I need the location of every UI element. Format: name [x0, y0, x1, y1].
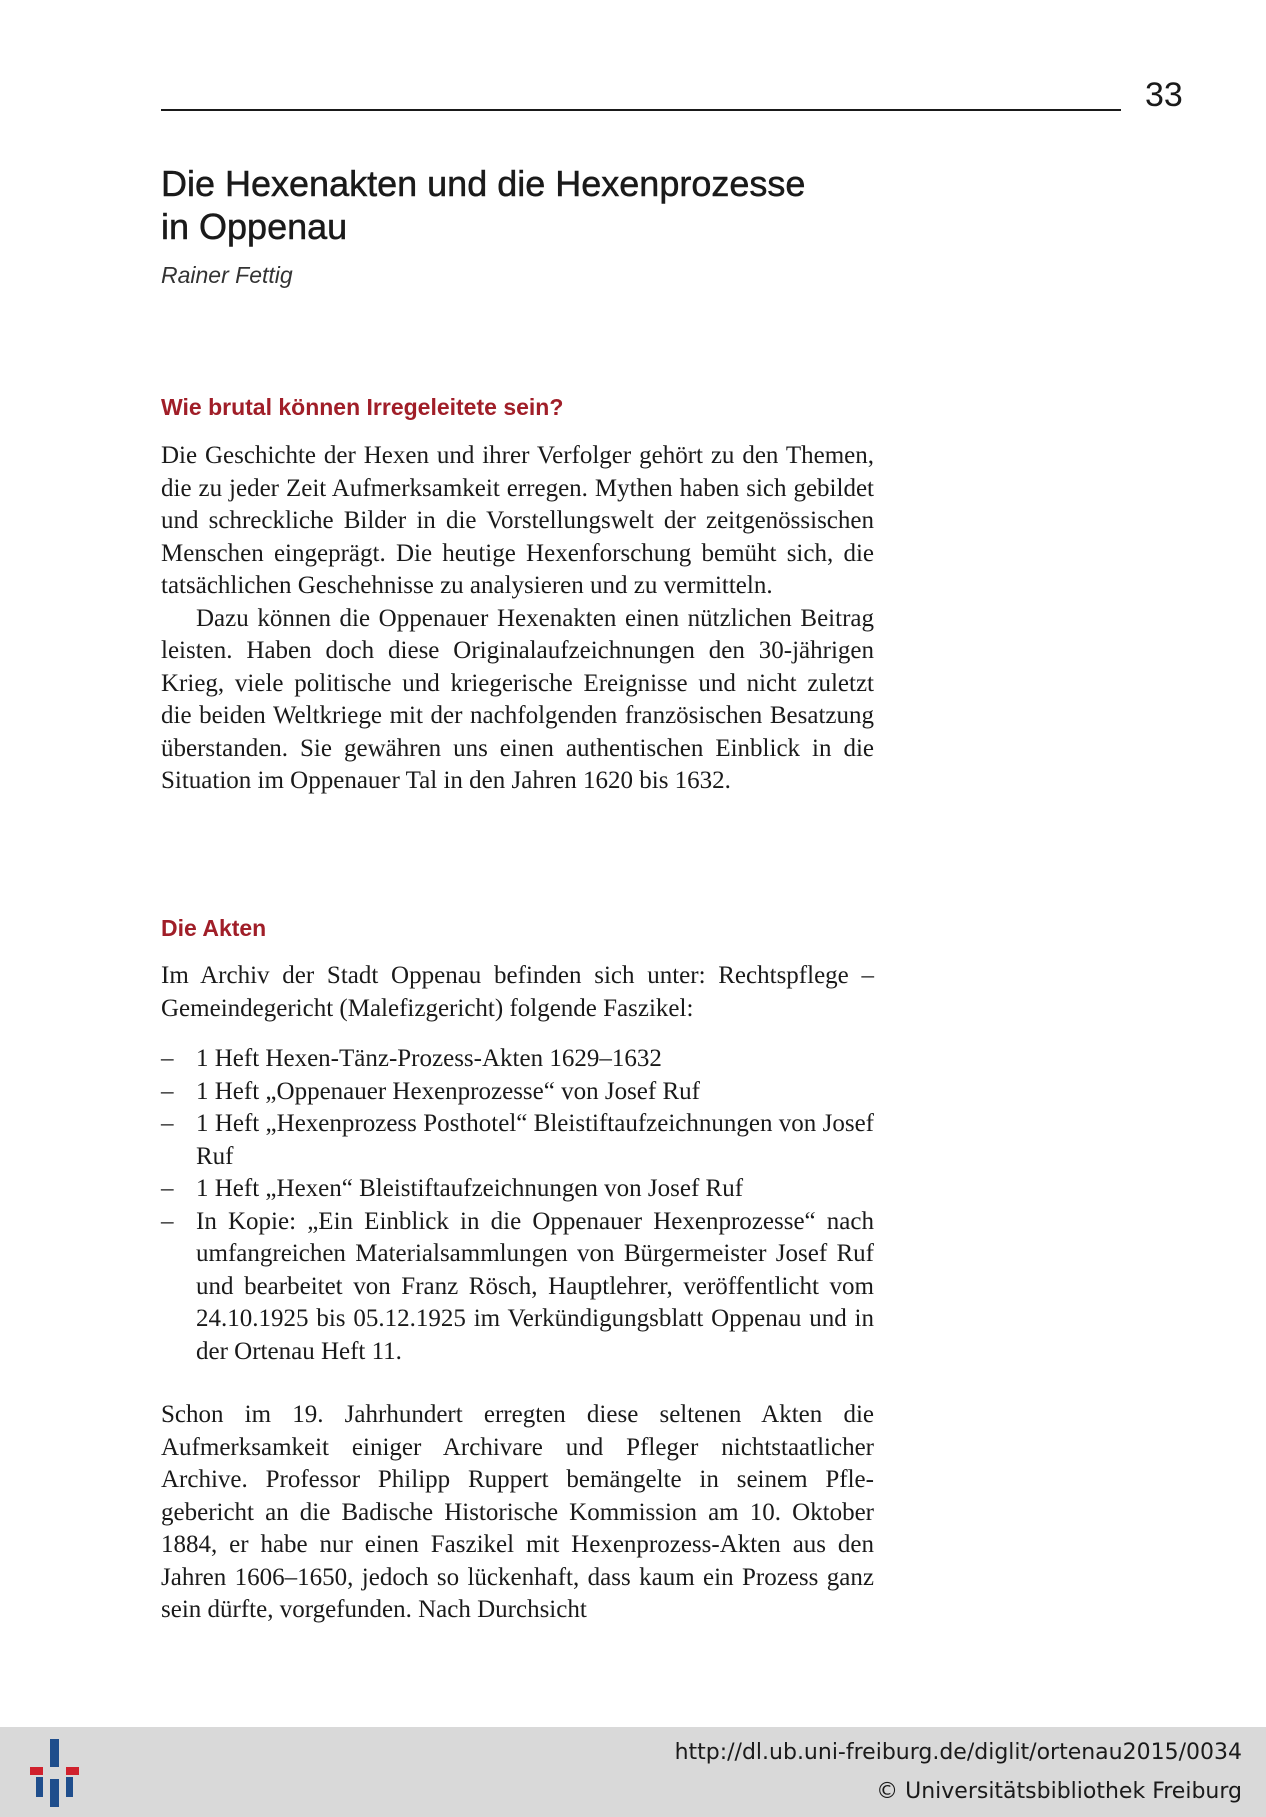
- footer-copyright: © Universitätsbibliothek Freiburg: [876, 1779, 1242, 1804]
- list-item-text: 1 Heft „Hexen“ Bleistiftaufzeichnungen von Josef Ruf: [196, 1175, 744, 1202]
- list-item-text: 1 Heft „Hexenprozess Posthotel“ Bleistiftaufzeichnungen von Josef Ruf: [196, 1110, 874, 1170]
- article-title-line-1: Die Hexenakten und die Hexenprozesse: [161, 163, 806, 204]
- list-dash: –: [161, 1175, 174, 1202]
- list-item: [161, 1108, 874, 1173]
- section-2-intro-paragraph: Im Archiv der Stadt Oppenau befinden sich unter: Rechtspflege – Gemeindegericht (Malefizgericht) folgende Faszikel:: [161, 962, 874, 1022]
- list-item: [161, 1043, 874, 1076]
- page-number: 33: [1145, 76, 1183, 114]
- section-heading-brutal: Wie brutal können Irregeleitete sein?: [161, 394, 564, 420]
- list-dash: –: [161, 1045, 174, 1072]
- list-item: [161, 1206, 874, 1369]
- section-1-body: [161, 440, 874, 798]
- article-author: Rainer Fettig: [161, 262, 293, 288]
- section-heading-akten: Die Akten: [161, 915, 267, 941]
- list-item: [161, 1076, 874, 1109]
- list-item-text: 1 Heft „Oppenauer Hexenprozesse“ von Josef Ruf: [196, 1077, 700, 1105]
- article-title: [161, 162, 921, 248]
- fascicle-list: [161, 1043, 874, 1368]
- article-title-line-2: in Oppenau: [161, 206, 348, 247]
- section-2-body: [161, 1399, 874, 1627]
- section-2-intro: [161, 960, 874, 1025]
- list-dash: –: [161, 1207, 174, 1235]
- section-1-paragraph-1: Die Geschichte der Hexen und ihrer Verfolger gehört zu den Themen, die zu jeder Zeit Aufmerksamkeit erregen. Mythen haben sich gebildet und schreckliche Bilder in die Vorstellungswelt der zeitgenössischen Menschen eingeprägt. Die heutige Hexenforschung bemüht sich, die tatsächlichen Geschehnisse zu analysieren und zu vermitteln.: [161, 442, 874, 599]
- list-item-text: In Kopie: „Ein Einblick in die Oppenauer Hexenprozesse“ nach umfangreichen Materialsammlungen von Bürgermeister Josef Ruf und bearbeitet von Franz Rösch, Hauptlehrer, veröffentlicht vom 24.10.1925 bis 05.12.1925 im Verkündigungsblatt Oppenau und in der Ortenau Heft 11.: [196, 1207, 874, 1365]
- list-item-text: 1 Heft Hexen-Tänz-Prozess-Akten 1629–1632: [196, 1045, 662, 1072]
- list-item: [161, 1173, 874, 1206]
- university-library-logo-icon: [30, 1737, 80, 1809]
- section-2-paragraph: Schon im 19. Jahrhundert erregten diese seltenen Akten die Aufmerksamkeit einiger Archivare und Pfleger nichtstaatlicher Archive. Professor Philipp Ruppert bemängelte in seinem Pflegebericht an die Badische Historische Kommission am 10. Oktober 1884, er habe nur einen Faszikel mit Hexenprozess-Akten aus den Jahren 1606–1650, jedoch so lückenhaft, dass kaum ein Prozess ganz sein dürfte, vorgefunden. Nach Durchsicht: [161, 1401, 874, 1623]
- section-1-paragraph-2: Dazu können die Oppenauer Hexenakten einen nützlichen Beitrag leisten. Haben doch diese Originalaufzeichnungen den 30-jährigen Krieg, viele politische und kriegerische Ereignisse und nicht zuletzt die beiden Weltkriege mit der nachfolgenden französischen Besatzung überstanden. Sie gewähren uns einen authentischen Einblick in die Situation im Oppenauer Tal in den Jahren 1620 bis 1632.: [161, 604, 874, 794]
- header-rule: [161, 109, 1121, 111]
- list-dash: –: [161, 1077, 174, 1105]
- footer-url: http://dl.ub.uni-freiburg.de/diglit/ortenau2015/0034: [674, 1740, 1242, 1765]
- list-dash: –: [161, 1110, 174, 1137]
